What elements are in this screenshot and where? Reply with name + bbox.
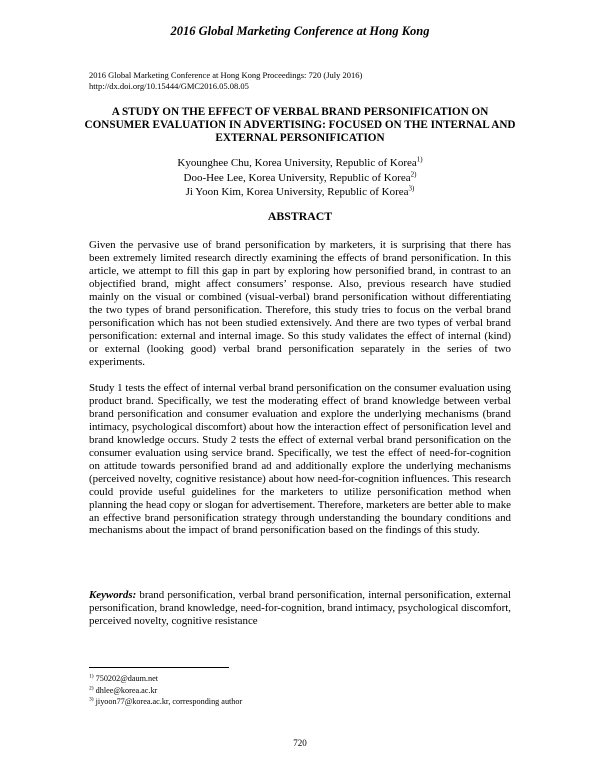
publication-meta <box>89 70 529 91</box>
author-list <box>0 156 600 200</box>
doi-link[interactable]: http://dx.doi.org/10.15444/GMC2016.05.08.05 <box>89 80 249 91</box>
footnote-mark: 2) <box>410 169 417 178</box>
author-name: Doo-Hee Lee, Korea University, Republic of Korea <box>183 171 411 184</box>
footnote-email[interactable]: dhlee@korea.ac.kr <box>95 685 158 695</box>
footnote-email[interactable]: jiyoon77@korea.ac.kr, corresponding author <box>95 697 243 707</box>
keywords-label: Keywords: <box>89 589 137 601</box>
footnote-item <box>89 673 511 685</box>
paper-title: A STUDY ON THE EFFECT OF VERBAL BRAND PERSONIFICATION ON CONSUMER EVALUATION IN ADVERTISING: FOCUSED ON THE INTERNAL AND EXTERNAL PERSONIFICATION <box>84 106 516 144</box>
abstract-paragraph-2: Study 1 tests the effect of internal verbal brand personification on the consumer evaluation using product brand. Specifically, we test the moderating effect of brand knowledge between verbal brand personification and consumer evaluation and explore the underlying mechanisms (brand intimacy, psychological discomfort) about how the interaction effect of personification level and brand knowledge occurs. Study 2 tests the effect of external verbal brand personification on the consumer evaluation using service brand. Specifically, we test the effect of need-for-cognition on attitude towards personified brand ad and additionally explore the underlying mechanisms (perceived novelty, cognitive resistance) about how need-for-cognition influences. This research could provide useful guidelines for the marketers to utilize personification method when planning the head copy or slogan for advertisement. Therefore, marketers are better able to make an effective brand personification strategy through understanding the boundary conditions and mechanisms about the impact of brand personification based on the findings of this study. <box>89 382 511 537</box>
footnote-mark: 2) <box>89 684 94 691</box>
footnote-mark: 1) <box>89 673 94 680</box>
author-name: Ji Yoon Kim, Korea University, Republic of Korea <box>185 186 409 198</box>
footnote-item <box>89 696 511 708</box>
conference-header: 2016 Global Marketing Conference at Hong Kong <box>170 24 430 38</box>
footnote-item <box>89 685 511 697</box>
abstract-heading: ABSTRACT <box>267 209 333 223</box>
keywords-list: brand personification, verbal brand personification, internal personification, external personification, brand knowledge, need-for-cognition, brand intimacy, psychological discomfort, perceived novelty, cognitive resistance <box>89 589 511 627</box>
keywords-paragraph <box>89 589 511 628</box>
author-line <box>0 171 600 186</box>
footnote-email[interactable]: 750202@daum.net <box>95 674 158 683</box>
footnotes <box>89 673 511 708</box>
footnote-divider <box>89 667 229 668</box>
author-name: Kyounghee Chu, Korea University, Republic of Korea <box>177 157 417 169</box>
footnote-mark: 3) <box>89 696 94 703</box>
page-number: 720 <box>293 738 307 748</box>
author-line <box>0 185 600 200</box>
footnote-mark: 3) <box>408 184 415 193</box>
author-line <box>0 156 600 171</box>
abstract-paragraph-1: Given the pervasive use of brand personification by marketers, it is surprising that there has been extremely limited research directly examining the effects of brand personification. In this article, we attempt to fill this gap in part by exploring how personified brand, in contrast to an objectified brand, might affect consumers’ response. Also, previous research have studied mainly on the visual or combined (visual-verbal) brand personification without differentiating the two types of brand personification. Therefore, this study tries to focus on the verbal brand personification which has not been studied extensively. And there are two types of verbal brand personification: external and internal image. So this study validates the effect of internal (kind) or external (looking good) verbal brand personification separately in the series of two experiments. <box>89 239 511 368</box>
proceedings-line: 2016 Global Marketing Conference at Hong Kong Proceedings: 720 (July 2016) <box>89 70 363 80</box>
footnote-mark: 1) <box>416 155 423 164</box>
